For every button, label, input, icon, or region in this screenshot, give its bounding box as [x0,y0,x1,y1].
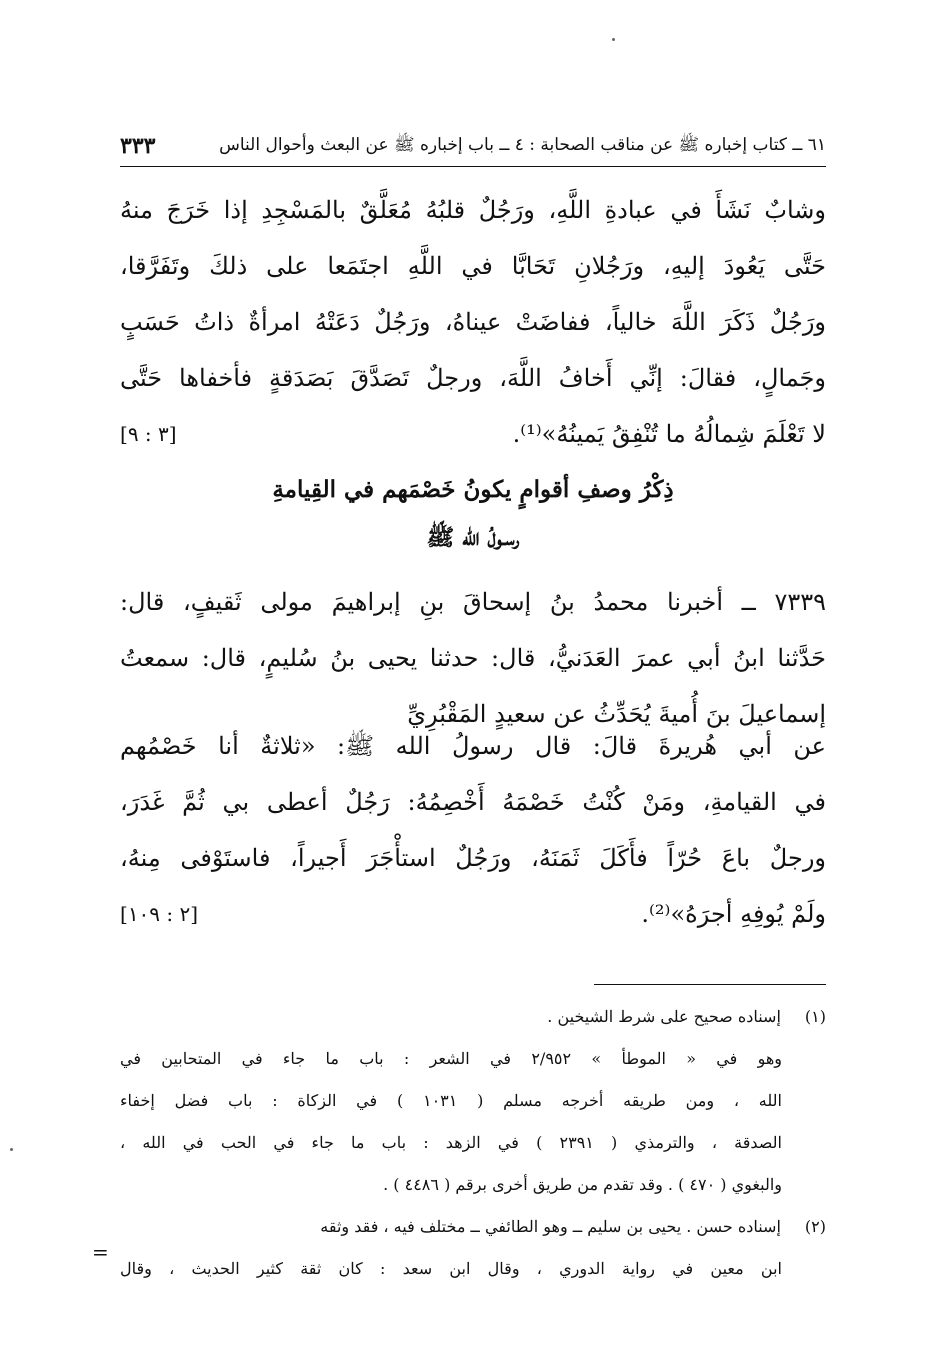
footnote-text: إسناده حسن . يحيى بن سليم ــ وهو الطائفي ــ مختلف فيه ، فقد وثقه [320,1217,781,1236]
hadith-bottom [120,718,826,942]
footnote-line: وهو في « الموطأ » ٢/٩٥٢ في الشعر : باب ما جاء في المتحابين في [120,1049,782,1068]
footnote-2 [120,1206,826,1248]
reference-tag: [٢ : ١٠٩] [120,902,199,926]
text-line: في القيامةِ، ومَنْ كُنْتُ خَصْمَهُ أَخْصِمُهُ: رَجُلٌ أعطى بي ثُمَّ غَدَرَ، [120,788,826,816]
running-header [120,128,826,164]
text-line: حَدَّثنا ابنُ أبي عمرَ العَدَنيُّ، قال: حدثنا يحيى بنُ سُليمٍ، قال: سمعتُ [120,644,826,672]
footnote-number: (٢) [804,1217,826,1236]
text-line: وشابٌ نَشَأَ في عبادةِ اللَّهِ، ورَجُلٌ قلبُهُ مُعَلَّقٌ بالمَسْجِدِ إذا خَرَجَ منهُ [120,196,826,224]
footnote-number: (١) [804,1007,826,1026]
section-heading [120,466,826,562]
footnote-text: إسناده صحيح على شرط الشيخين . [547,1007,781,1026]
continuation-mark: = [92,1240,109,1264]
reference-tag: [٣ : ٩] [120,422,177,446]
text-line-last [120,886,826,942]
text-line: عن أبي هُريرةَ قالَ: قال رسولُ الله ﷺ: «ثلاثةٌ أنا خَصْمُهم [120,732,826,760]
section-title-line1: ذِكْرُ وصفِ أقوامٍ يكونُ خَصْمَهم في القِيامةِ [272,476,674,503]
text-line-end: لا تَعْلَمَ شِمالُهُ ما تُنْفِقُ يَمينُهُ»⁽¹⁾. [512,420,826,448]
footnote-line: الصدقة ، والترمذي ( ٢٣٩١ ) في الزهد : باب ما جاء في الحب في الله ، [120,1133,782,1152]
isnad [120,574,826,742]
text-line: وجَمالٍ، فقالَ: إنِّي أَخافُ اللَّهَ، ورجلٌ تَصَدَّقَ بَصَدَقةٍ فأخفاها حَتَّى [120,364,826,392]
page-number: ٣٣٣ [120,133,156,159]
footnote-line: الله ، ومن طريقه أخرجه مسلم ( ١٠٣١ ) في الزكاة : باب فضل إخفاء [120,1091,782,1110]
hadith-top [120,182,826,462]
running-title: ٦١ ــ كتاب إخباره ﷺ عن مناقب الصحابة : ٤ ــ باب إخباره ﷺ عن البعث وأحوال الناس [219,134,826,155]
scan-speck [612,38,615,41]
footnote-1 [120,996,826,1038]
text-line: ورجلٌ باعَ حُرّاً فأَكَلَ ثَمَنَهُ، ورَجُلٌ استأْجَرَ أَجيراً، فاستَوْفى مِنهُ، [120,844,826,872]
text-line-last: إسماعيلَ بنَ أُميةَ يُحَدِّثُ عن سعيدٍ المَقْبُرِيِّ [407,700,826,728]
section-title-line2: رسـولُ الله ﷺ [426,524,520,551]
text-line: حَتَّى يَعُودَ إليهِ، ورَجُلانِ تَحَابَّا في اللَّهِ اجتَمَعا على ذلكَ وتَفَرَّقا، [120,252,826,280]
footnotes [120,996,826,1290]
text-line-end: ولَمْ يُوفِهِ أجرَهُ»⁽²⁾. [641,900,826,928]
text-line: ٧٣٣٩ ــ أخبرنا محمدُ بنُ إسحاقَ بنِ إبراهيمَ مولى ثَقيفٍ، قال: [120,588,826,616]
footnote-separator [594,984,826,985]
text-line: ورَجُلٌ ذَكَرَ اللَّهَ خالياً، ففاضَتْ عيناهُ، ورَجُلٌ دَعَتْهُ امرأةٌ ذاتُ حَسَبٍ [120,308,826,336]
text-line-last [120,406,826,462]
header-rule [120,166,826,167]
footnote-line: ابن معين في رواية الدوري ، وقال ابن سعد : كان ثقة كثير الحديث ، وقال [120,1259,782,1278]
footnote-line: والبغوي ( ٤٧٠ ) . وقد تقدم من طريق أخرى برقم ( ٤٤٨٦ ) . [383,1175,782,1194]
scan-speck [10,1148,13,1151]
